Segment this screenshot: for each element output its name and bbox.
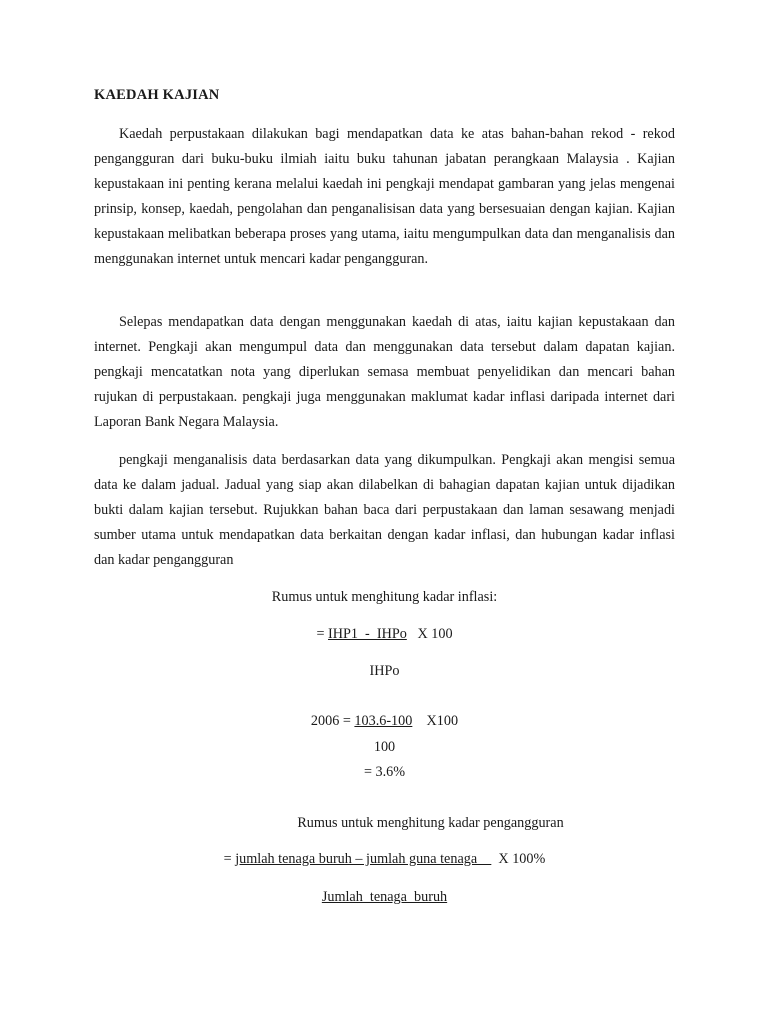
example-denominator: 100 (373, 739, 396, 755)
unemployment-numerator: jumlah tenaga buruh – jumlah guna tenaga (235, 851, 492, 867)
inflation-formula-title: Rumus untuk menghitung kadar inflasi: (271, 589, 498, 605)
unemployment-formula-equation (94, 851, 675, 868)
inflation-example-equation (94, 713, 675, 730)
equals-sign: = (223, 851, 236, 867)
paragraph-1: Kaedah perpustakaan dilakukan bagi mendapatkan data ke atas bahan-bahan rekod - rekod pengangguran dari buku-buku ilmiah iaitu buku tahunan jabatan perangkaan Malaysia . Kajian kepustakaan ini penting kerana melalui kaedah ini pengkaji mendapat gambaran yang jelas mengenai prinsip, konsep, kaedah, pengolahan dan penganalisisan data yang bersesuaian dengan kajian. Kajian kepustakaan melibatkan beberapa proses yang utama, iaitu mengumpulkan data dan menganalisis dan menggunakan internet untuk mencari kadar pengangguran. (94, 126, 675, 267)
unemployment-formula-title: Rumus untuk menghitung kadar pengangguran (297, 815, 564, 831)
paragraph-3: pengkaji menganalisis data berdasarkan data yang dikumpulkan. Pengkaji akan mengisi semua data ke dalam jadual. Jadual yang siap akan dilabelkan di bahagian dapatan kajian untuk dijadikan bukti dalam kajian tersebut. Rujukkan bahan baca dari perpustakaan dan laman sesawang menjadi sumber utama untuk mendapatkan data berkaitan dengan kadar inflasi, dan hubungan kadar inflasi dan kadar pengangguran (94, 452, 675, 568)
example-multiplier: X100 (412, 713, 459, 729)
paragraph-2: Selepas mendapatkan data dengan menggunakan kaedah di atas, iaitu kajian kepustakaan dan internet. Pengkaji akan mengumpul data dan menggunakan data tersebut dalam dapatan kajian. pengkaji mencatatkan nota yang diperlukan semasa membuat penyelidikan dan mencari bahan rujukan di perpustakaan. pengkaji juga menggunakan maklumat kadar inflasi daripada internet dari Laporan Bank Negara Malaysia. (94, 314, 675, 430)
unemployment-denominator: Jumlah tenaga buruh (321, 889, 448, 905)
equals-sign: = (316, 626, 328, 642)
inflation-formula-equation (94, 626, 675, 643)
example-result: = 3.6% (363, 764, 406, 780)
example-numerator: 103.6-100 (354, 713, 413, 729)
inflation-denominator: IHPo (369, 663, 400, 679)
section-heading: KAEDAH KAJIAN (94, 87, 220, 103)
inflation-multiplier: X 100 (406, 626, 453, 642)
example-year: 2006 = (310, 713, 355, 729)
inflation-numerator: IHP1 - IHPo (328, 626, 407, 642)
unemployment-multiplier: X 100% (491, 851, 546, 867)
